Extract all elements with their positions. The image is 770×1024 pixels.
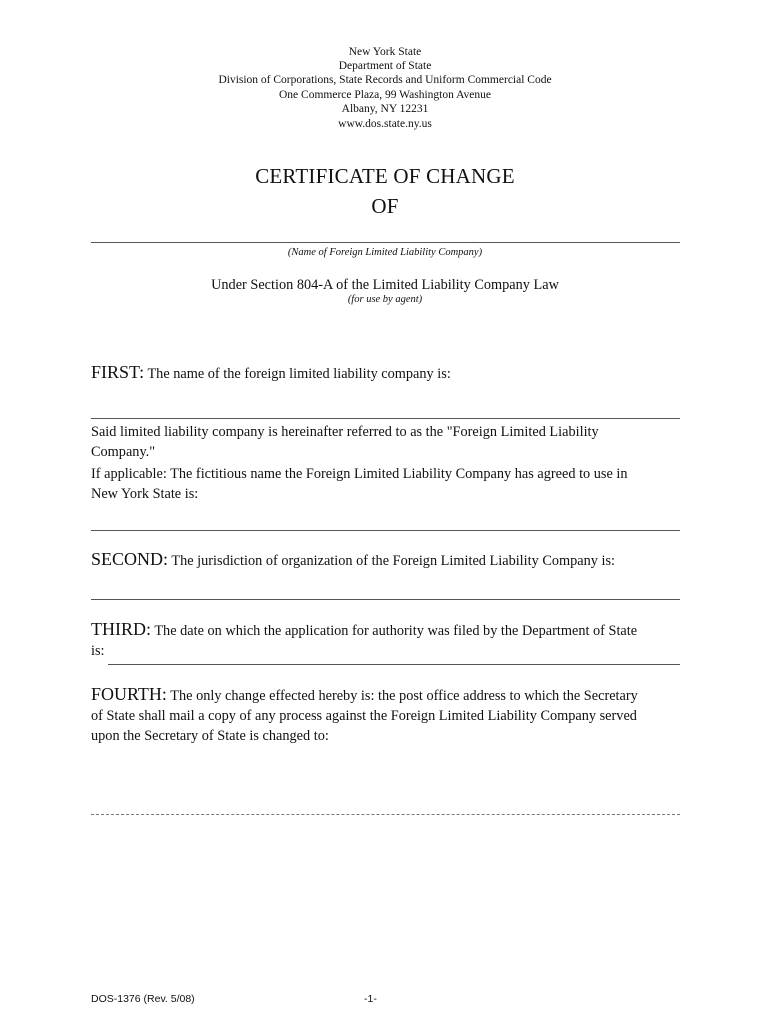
first-para2-line2: New York State is: — [91, 486, 199, 502]
company-name-field-line[interactable] — [91, 242, 680, 243]
third-text: The date on which the application for authority was filed by the Department of State — [154, 623, 638, 639]
fourth-label: FOURTH: — [91, 684, 167, 704]
first-text: The name of the foreign limited liability company is: — [147, 366, 451, 382]
first-para1-line1: Said limited liability company is hereinafter referred to as the "Foreign Limited Liability — [91, 424, 599, 440]
second-text: The jurisdiction of organization of the Foreign Limited Liability Company is: — [171, 553, 616, 569]
second-label: SECOND: — [91, 549, 169, 569]
first-para1-line2: Company." — [91, 444, 156, 460]
header-line-website: www.dos.state.ny.us — [338, 118, 432, 130]
address-dotted-line[interactable] — [91, 814, 680, 815]
first-section — [91, 362, 451, 385]
section-reference: Under Section 804-A of the Limited Liability Company Law — [211, 277, 559, 293]
header-line-city: Albany, NY 12231 — [341, 103, 429, 115]
use-note: (for use by agent) — [347, 294, 423, 305]
header-line-division: Division of Corporations, State Records and Uniform Commercial Code — [218, 74, 552, 86]
filing-date-line[interactable] — [108, 664, 680, 665]
fourth-section — [91, 684, 638, 707]
form-number: DOS-1376 (Rev. 5/08) — [91, 993, 195, 1005]
company-name-answer-line[interactable] — [91, 418, 680, 419]
header-line-department: Department of State — [338, 60, 432, 72]
first-label: FIRST: — [91, 362, 145, 382]
fourth-line2: of State shall mail a copy of any process against the Foreign Limited Liability Company served — [91, 708, 637, 724]
header-line-address: One Commerce Plaza, 99 Washington Avenue — [279, 89, 491, 101]
third-section — [91, 619, 637, 642]
first-para2-line1: If applicable: The fictitious name the Foreign Limited Liability Company has agreed to use in — [91, 466, 628, 482]
fictitious-name-line[interactable] — [91, 530, 680, 531]
jurisdiction-line[interactable] — [91, 599, 680, 600]
second-section — [91, 549, 615, 572]
fourth-line3: upon the Secretary of State is changed to: — [91, 728, 329, 744]
certificate-title: CERTIFICATE OF CHANGE — [255, 164, 515, 188]
third-text-is: is: — [91, 643, 105, 659]
header-line-state: New York State — [348, 46, 422, 58]
company-name-caption: (Name of Foreign Limited Liability Company) — [287, 247, 483, 258]
fourth-text: The only change effected hereby is: the post office address to which the Secretary — [170, 688, 638, 704]
certificate-title-of: OF — [371, 194, 399, 218]
third-label: THIRD: — [91, 619, 151, 639]
page-number: -1- — [364, 993, 377, 1005]
